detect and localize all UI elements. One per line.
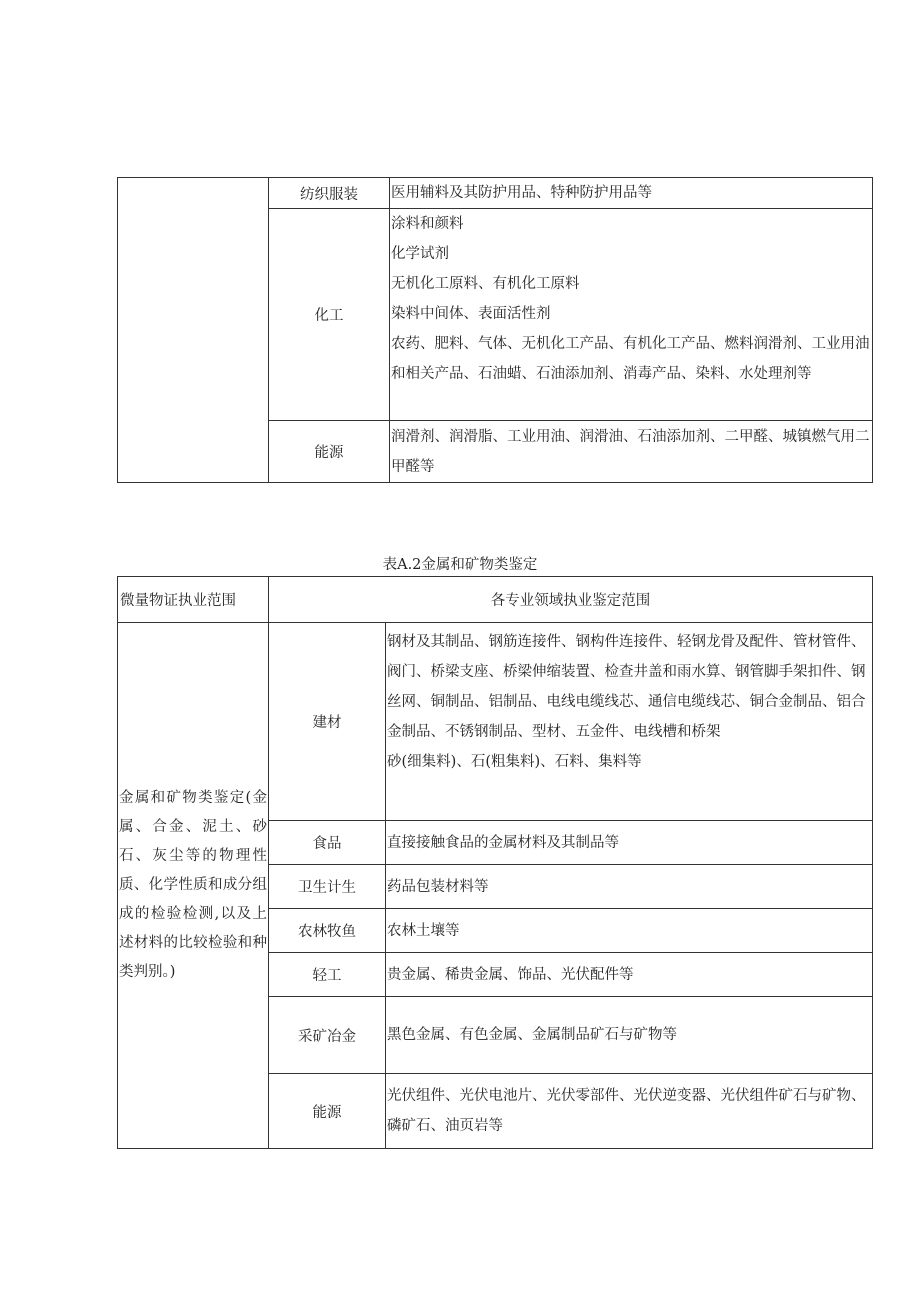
items-cell	[386, 953, 873, 997]
items-cell	[386, 865, 873, 909]
item-line: 直接接触食品的金属材料及其制品等	[387, 834, 619, 851]
item-line: 黑色金属、有色金属、金属制品矿石与矿物等	[387, 1027, 677, 1043]
field-cell: 能源	[269, 421, 390, 483]
field-cell: 食品	[269, 821, 386, 865]
items-cell	[390, 421, 873, 483]
item-line: 药品包装材料等	[387, 878, 489, 895]
item-line: 无机化工原料、有机化工原料	[391, 276, 580, 292]
items-cell	[386, 997, 873, 1074]
field-cell: 化工	[269, 209, 390, 421]
header-fields: 各专业领域执业鉴定范围	[269, 577, 873, 623]
field-cell: 建材	[269, 623, 386, 821]
items-cell	[390, 178, 873, 209]
items-cell	[386, 909, 873, 953]
scope-cell-empty	[118, 178, 269, 483]
field-cell: 采矿冶金	[269, 997, 386, 1074]
table-continued	[117, 177, 873, 483]
table-header-row	[118, 577, 873, 623]
table-row	[118, 178, 873, 209]
item-line: 化学试剂	[391, 246, 449, 262]
field-cell: 能源	[269, 1074, 386, 1149]
items-cell	[386, 821, 873, 865]
item-line: 农药、肥料、气体、无机化工产品、有机化工产品、燃料润滑剂、工业用油和相关产品、石油蜡、石油添加剂、消毒产品、染料、水处理剂等	[391, 336, 870, 382]
item-line: 染料中间体、表面活性剂	[391, 306, 551, 322]
item-line: 润滑剂、润滑脂、工业用油、润滑油、石油添加剂、二甲醛、城镇燃气用二甲醛等	[391, 428, 870, 475]
item-line: 砂(细集料)、石(粗集料)、石料、集料等	[387, 754, 642, 770]
table-caption: 表A.2金属和矿物类鉴定	[382, 557, 538, 573]
items-cell	[390, 209, 873, 421]
items-cell	[386, 623, 873, 821]
items-cell	[386, 1074, 873, 1149]
scope-cell: 金属和矿物类鉴定(金属、合金、泥土、砂石、灰尘等的物理性质、化学性质和成分组成的检验检测,以及上述材料的比较检验和种类判别。)	[118, 623, 269, 1149]
field-cell: 农林牧鱼	[269, 909, 386, 953]
field-cell: 轻工	[269, 953, 386, 997]
table-row	[118, 623, 873, 821]
item-line: 钢材及其制品、钢筋连接件、钢构件连接件、轻钢龙骨及配件、管材管件、阀门、桥梁支座、桥梁伸缩装置、检查井盖和雨水算、钢管脚手架扣件、钢丝网、铜制品、铝制品、电线电缆线芯、通信电缆线芯、铜合金制品、铝合金制品、不锈钢制品、型材、五金件、电线槽和桥架	[387, 634, 866, 740]
item-line: 贵金属、稀贵金属、饰品、光伏配件等	[387, 966, 634, 983]
item-line: 农林土壤等	[387, 922, 460, 939]
table-a2	[117, 576, 873, 1149]
item-line: 医用辅料及其防护用品、特种防护用品等	[391, 185, 652, 201]
item-line: 涂料和颜料	[391, 216, 464, 232]
field-cell: 纺织服装	[269, 178, 390, 209]
field-cell: 卫生计生	[269, 865, 386, 909]
header-scope: 微量物证执业范围	[118, 577, 269, 623]
item-line: 光伏组件、光伏电池片、光伏零部件、光伏逆变器、光伏组件矿石与矿物、磷矿石、油页岩等	[387, 1088, 866, 1134]
